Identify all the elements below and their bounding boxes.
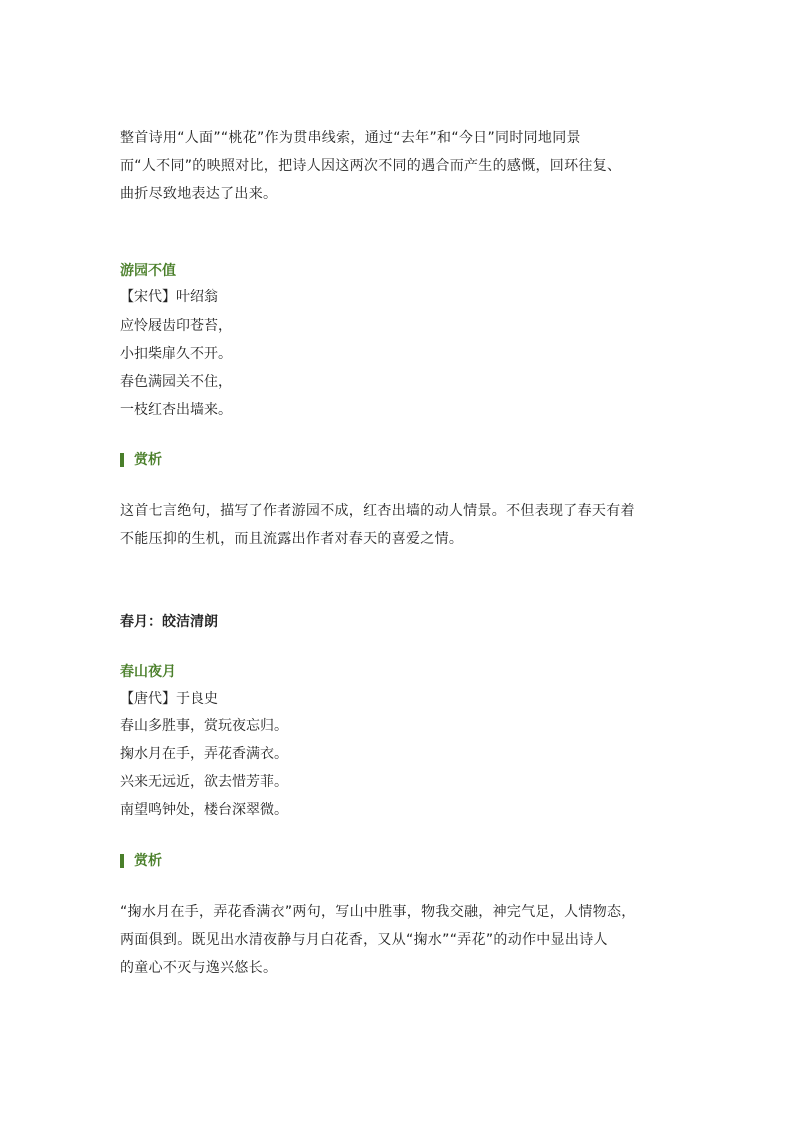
analysis-paragraph — [120, 497, 690, 553]
intro-paragraph — [120, 124, 690, 208]
analysis-heading — [120, 851, 162, 871]
poem-line: 小扣柴扉久不开。 — [120, 346, 232, 362]
section-bar-icon — [120, 453, 124, 467]
poem-title: 春山夜月 — [120, 664, 176, 680]
poem-line: 春山多胜事，赏玩夜忘归。 — [120, 718, 288, 734]
poem-author: 【宋代】叶绍翁 — [120, 289, 218, 305]
poem-line: 掬水月在手，弄花香满衣。 — [120, 746, 288, 762]
section-bar-icon — [120, 854, 124, 868]
poem-title: 游园不值 — [120, 263, 176, 279]
poem-line: 应怜屐齿印苍苔， — [120, 318, 232, 334]
analysis-heading — [120, 450, 162, 470]
poem-author: 【唐代】于良史 — [120, 691, 218, 707]
analysis-label: 赏析 — [134, 452, 162, 468]
poem-line: 一枝红杏出墙来。 — [120, 402, 232, 418]
paragraph-line: 这首七言绝句，描写了作者游园不成，红杏出墙的动人情景。不但表现了春天有着 — [120, 503, 635, 519]
paragraph-line: 而“人不同”的映照对比，把诗人因这两次不同的遇合而产生的感慨，回环往复、 — [120, 158, 622, 174]
paragraph-line: 不能压抑的生机，而且流露出作者对春天的喜爱之情。 — [120, 531, 464, 547]
poem-line: 春色满园关不住， — [120, 374, 232, 390]
paragraph-line: 两面俱到。既见出水清夜静与月白花香，又从“掬水”“弄花”的动作中显出诗人 — [120, 932, 608, 948]
category-heading: 春月：皎洁清朗 — [120, 614, 218, 630]
analysis-label: 赏析 — [134, 853, 162, 869]
analysis-paragraph — [120, 898, 690, 982]
paragraph-line: 整首诗用“人面”“桃花”作为贯串线索，通过“去年”和“今日”同时同地同景 — [120, 130, 581, 146]
poem-line: 南望鸣钟处，楼台深翠微。 — [120, 802, 288, 818]
poem-line: 兴来无远近，欲去惜芳菲。 — [120, 774, 288, 790]
paragraph-line: “掬水月在手，弄花香满衣”两句，写山中胜事，物我交融，神完气足，人情物态， — [120, 904, 636, 920]
paragraph-line: 曲折尽致地表达了出来。 — [120, 186, 278, 202]
paragraph-line: 的童心不灭与逸兴悠长。 — [120, 960, 278, 976]
